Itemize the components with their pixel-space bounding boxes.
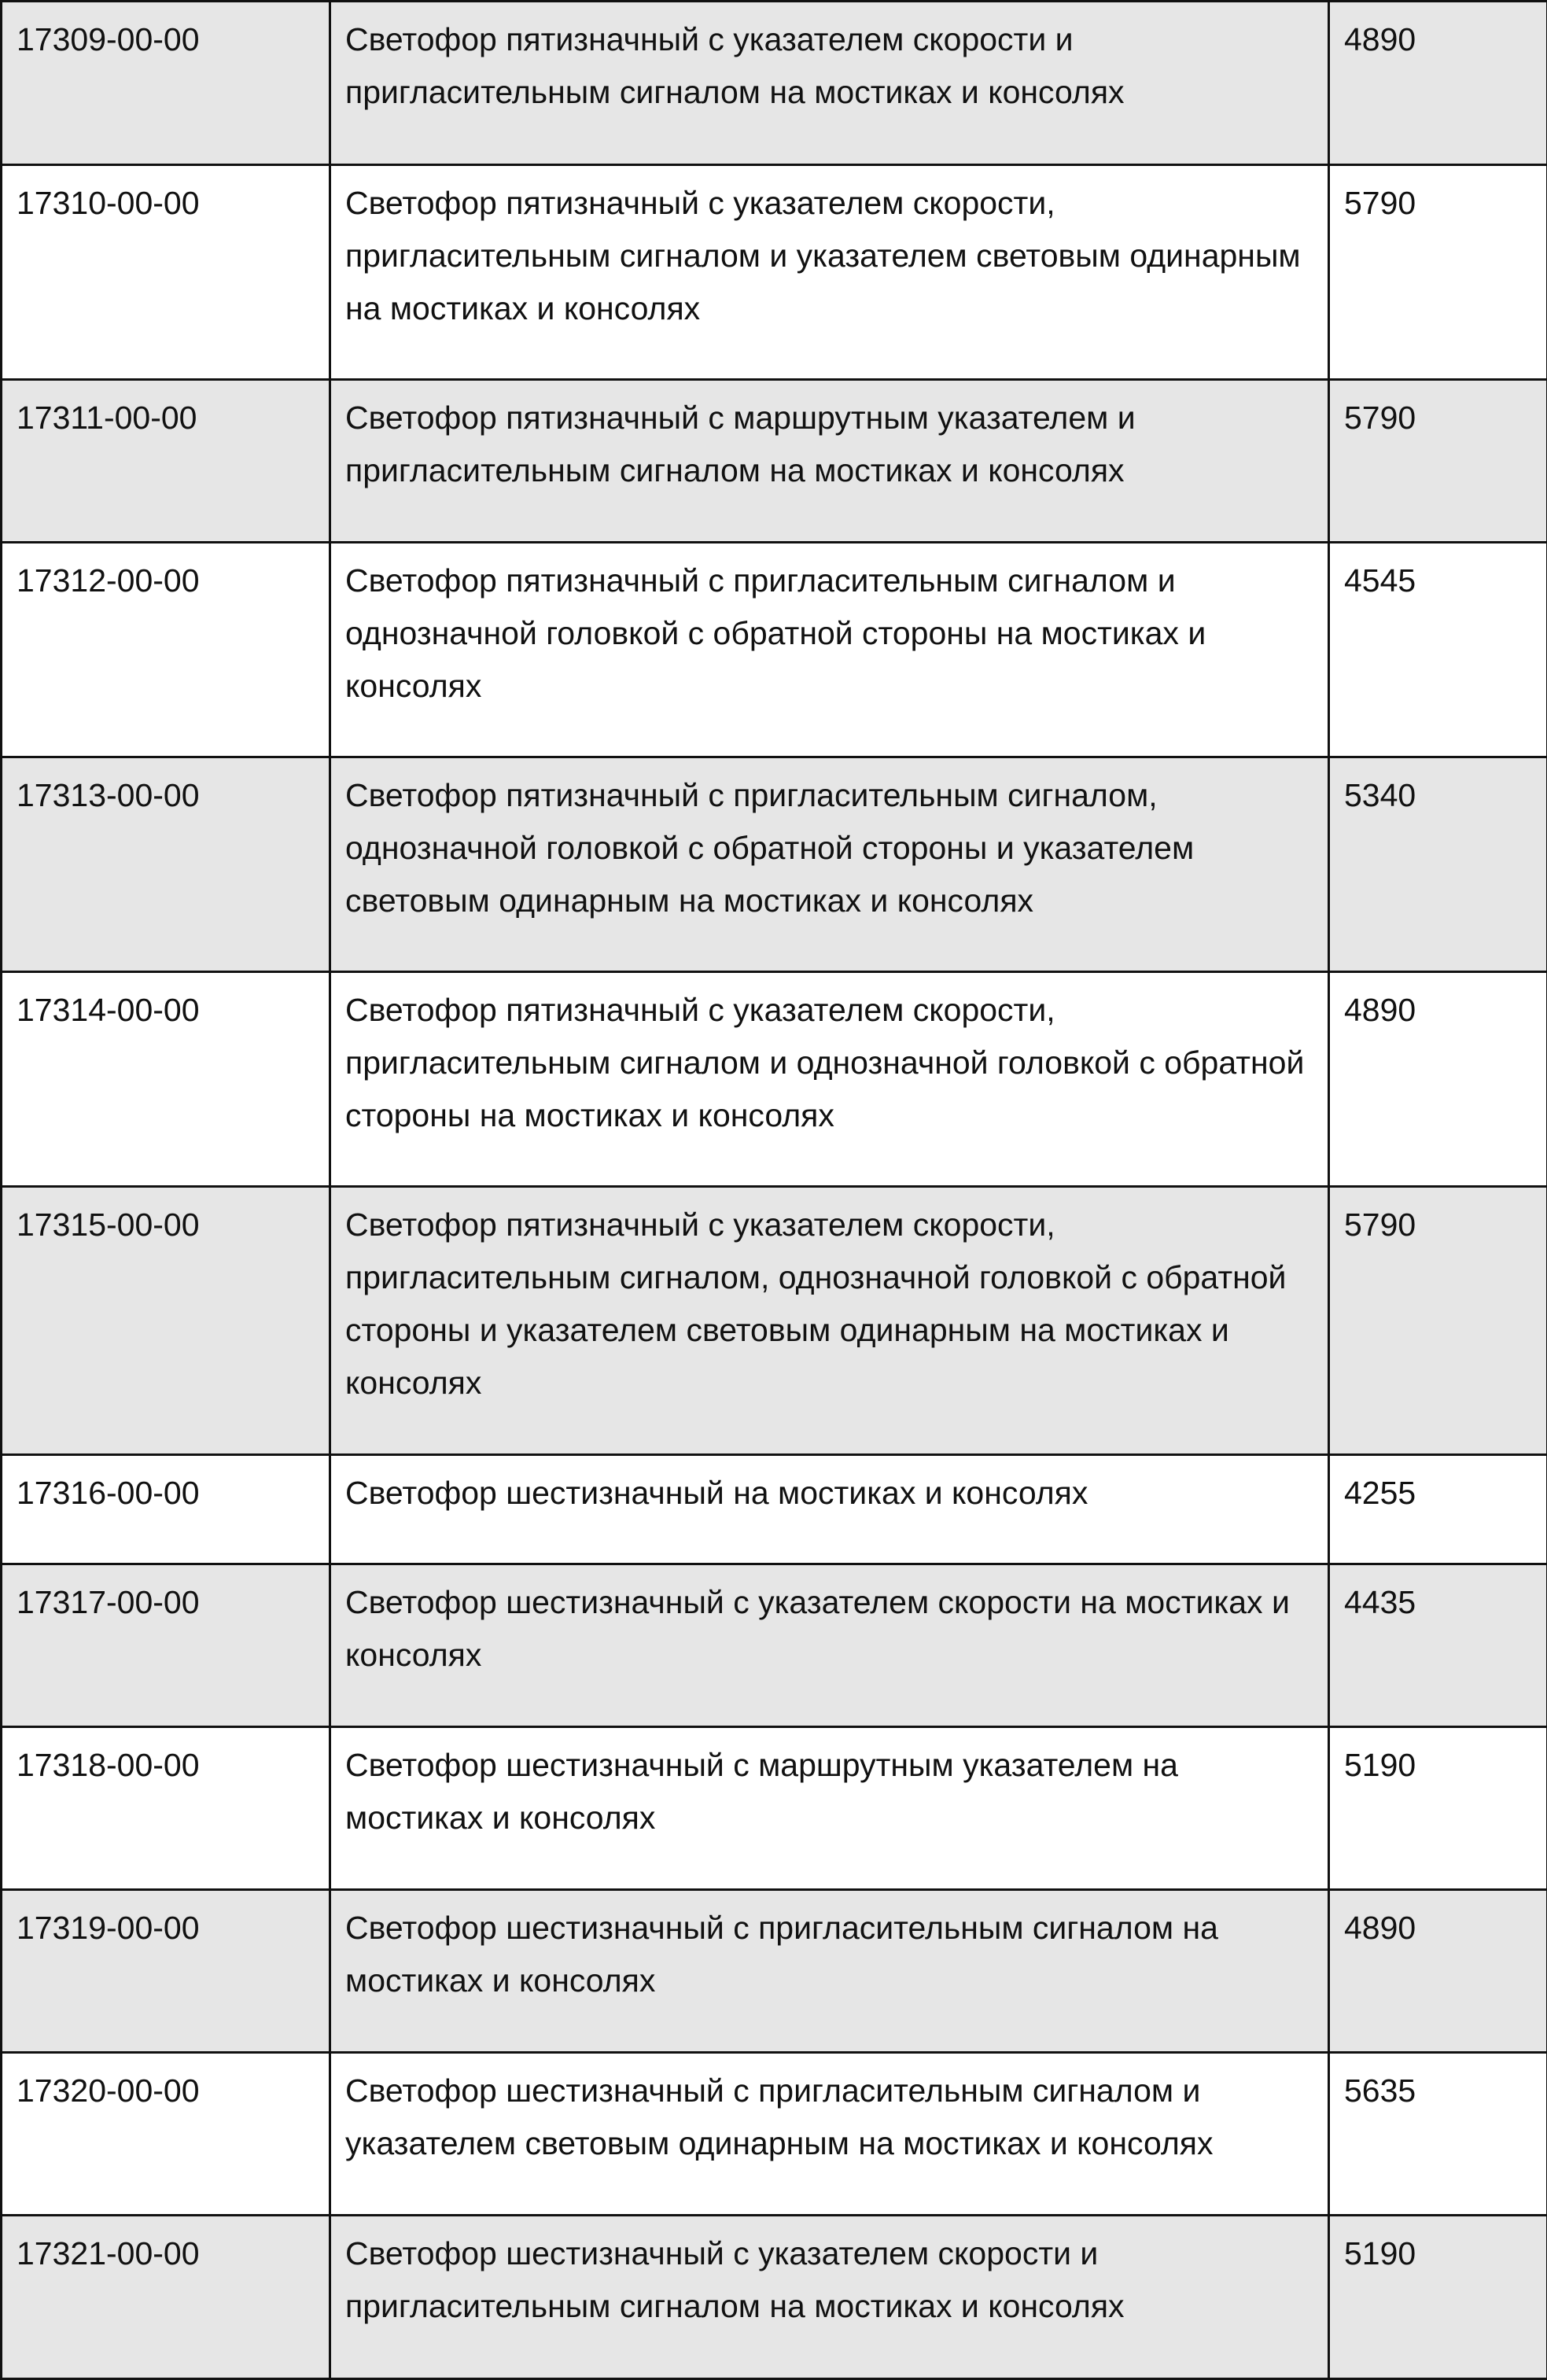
item-price: 5635 (1329, 2053, 1547, 2216)
table-row (2, 2053, 1547, 2216)
item-description: Светофор шестизначный с указателем скорости на мостиках и консолях (330, 1564, 1329, 1727)
table-row (2, 1564, 1547, 1727)
item-description: Светофор шестизначный с пригласительным сигналом и указателем световым одинарным на мостиках и консолях (330, 2053, 1329, 2216)
item-price: 5790 (1329, 165, 1547, 380)
table-row (2, 2216, 1547, 2379)
table-row (2, 1455, 1547, 1564)
item-price: 4890 (1329, 972, 1547, 1187)
table-row (2, 1187, 1547, 1455)
item-price: 4890 (1329, 1890, 1547, 2053)
table-row (2, 972, 1547, 1187)
item-code: 17310-00-00 (2, 165, 330, 380)
table-row (2, 1727, 1547, 1890)
table-row (2, 2, 1547, 165)
item-price: 5190 (1329, 1727, 1547, 1890)
item-code: 17316-00-00 (2, 1455, 330, 1564)
item-description: Светофор пятизначный с указателем скорости, пригласительным сигналом и указателем световым одинарным на мостиках и консолях (330, 165, 1329, 380)
item-description: Светофор пятизначный с пригласительным сигналом, однозначной головкой с обратной стороны и указателем световым одинарным на мостиках и консолях (330, 757, 1329, 972)
item-code: 17317-00-00 (2, 1564, 330, 1727)
item-code: 17309-00-00 (2, 2, 330, 165)
table-row (2, 380, 1547, 543)
item-description: Светофор пятизначный с указателем скорости, пригласительным сигналом и однозначной головкой с обратной стороны на мостиках и консолях (330, 972, 1329, 1187)
table-row (2, 543, 1547, 757)
item-price: 4545 (1329, 543, 1547, 757)
table-row (2, 1890, 1547, 2053)
item-code: 17315-00-00 (2, 1187, 330, 1455)
table-row (2, 757, 1547, 972)
item-code: 17319-00-00 (2, 1890, 330, 2053)
item-price: 4890 (1329, 2, 1547, 165)
item-code: 17312-00-00 (2, 543, 330, 757)
item-code: 17321-00-00 (2, 2216, 330, 2379)
item-price: 5790 (1329, 380, 1547, 543)
table-row (2, 165, 1547, 380)
item-code: 17318-00-00 (2, 1727, 330, 1890)
item-price: 5790 (1329, 1187, 1547, 1455)
item-code: 17313-00-00 (2, 757, 330, 972)
item-description: Светофор шестизначный с пригласительным сигналом на мостиках и консолях (330, 1890, 1329, 2053)
item-price: 5340 (1329, 757, 1547, 972)
item-code: 17320-00-00 (2, 2053, 330, 2216)
item-description: Светофор пятизначный с пригласительным сигналом и однозначной головкой с обратной стороны на мостиках и консолях (330, 543, 1329, 757)
item-description: Светофор шестизначный с маршрутным указателем на мостиках и консолях (330, 1727, 1329, 1890)
item-price: 4255 (1329, 1455, 1547, 1564)
item-price: 5190 (1329, 2216, 1547, 2379)
item-description: Светофор пятизначный с указателем скорости и пригласительным сигналом на мостиках и консолях (330, 2, 1329, 165)
item-description: Светофор шестизначный на мостиках и консолях (330, 1455, 1329, 1564)
item-description: Светофор пятизначный с маршрутным указателем и пригласительным сигналом на мостиках и консолях (330, 380, 1329, 543)
item-description: Светофор шестизначный с указателем скорости и пригласительным сигналом на мостиках и консолях (330, 2216, 1329, 2379)
item-code: 17314-00-00 (2, 972, 330, 1187)
item-code: 17311-00-00 (2, 380, 330, 543)
item-price: 4435 (1329, 1564, 1547, 1727)
item-description: Светофор пятизначный с указателем скорости, пригласительным сигналом, однозначной головкой с обратной стороны и указателем световым одинарным на мостиках и консолях (330, 1187, 1329, 1455)
